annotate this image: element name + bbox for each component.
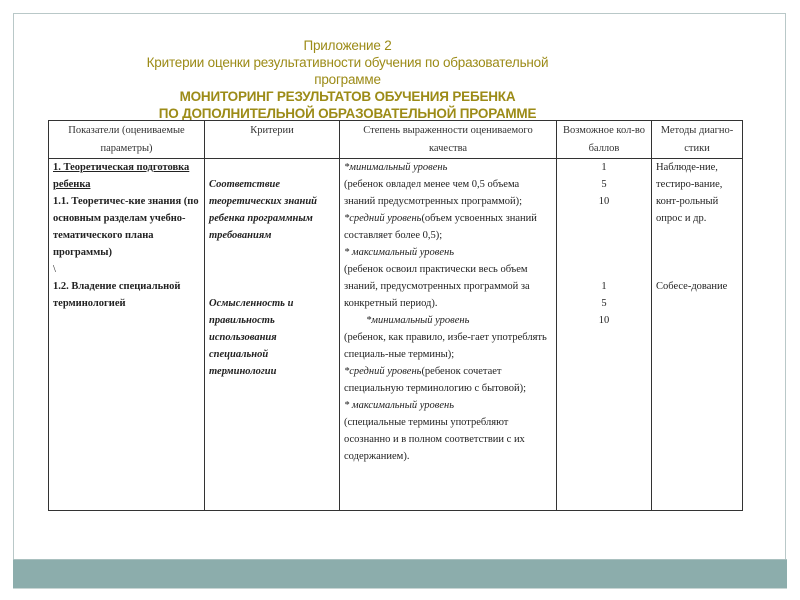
method-1: Наблюде-ние, тестиро-вание, конт-рольный опрос и др.	[656, 162, 723, 224]
level-label: * максимальный уровень	[344, 247, 454, 258]
level-label: *средний уровень	[344, 213, 422, 224]
level-desc: (ребенок освоил практически весь объем знаний, предусмотренных программой за конкретный период).	[344, 264, 530, 309]
score: 5	[601, 179, 607, 190]
title-monitoring: МОНИТОРИНГ РЕЗУЛЬТАТОВ ОБУЧЕНИЯ РЕБЕНКА	[179, 89, 516, 104]
title-criteria: Критерии оценки результативности обучения по образовательной	[146, 55, 549, 70]
method-2: Собесе-дование	[656, 281, 728, 292]
table-row	[49, 159, 743, 511]
indicator-1-1: 1.1. Теоретичес-кие знания (по основным разделам учебно-тематического плана программы)	[53, 196, 199, 258]
header-degree: Степень выраженности оцениваемого качества	[340, 121, 557, 159]
level-label: *средний уровень	[344, 366, 422, 377]
degree-max-2	[344, 397, 552, 465]
degree-mid-1	[344, 210, 552, 244]
cell-criteria	[205, 159, 340, 511]
criterion-2: Осмысленность и правильность использования специальной терминологии	[209, 298, 294, 377]
cell-methods	[652, 159, 743, 511]
level-desc: (ребенок овладел менее чем 0,5 объема знаний предусмотренных программой);	[344, 179, 523, 207]
level-desc: (объем усвоенных знаний составляет более 0,5);	[344, 213, 537, 241]
table-header-row	[49, 121, 743, 159]
level-label: *минимальный уровень	[344, 162, 448, 173]
slide-footer-bar	[13, 559, 787, 589]
level-desc: (ребенок сочетает специальную терминологию с бытовой);	[344, 366, 527, 394]
degree-min-2	[344, 312, 552, 329]
score: 1	[601, 162, 607, 173]
title-additional-program: ПО ДОПОЛНИТЕЛЬНОЙ ОБРАЗОВАТЕЛЬНОЙ ПРОРАММЕ	[158, 106, 537, 121]
criteria-table	[48, 120, 743, 511]
cell-degree	[340, 159, 557, 511]
level-desc: (специальные термины употребляют осознанно и в полном соответствии с их содержанием).	[344, 417, 525, 462]
score: 5	[601, 298, 607, 309]
degree-group-1	[344, 159, 552, 312]
section-title: 1. Теоретическая подготовка ребенка	[53, 162, 190, 190]
header-methods: Методы диагно-стики	[652, 121, 743, 159]
degree-group-2	[344, 312, 552, 465]
indicator-separator: \	[53, 264, 56, 275]
score: 10	[598, 196, 610, 207]
degree-max-1	[344, 244, 552, 312]
criterion-1: Соответствие теоретических знаний ребенка программным требованиям	[209, 179, 317, 241]
level-label: * максимальный уровень	[344, 400, 454, 411]
score: 10	[598, 315, 610, 326]
title-criteria-cont: программе	[314, 72, 381, 87]
document-title	[60, 37, 635, 122]
cell-indicators	[49, 159, 205, 511]
level-label: *минимальный уровень	[366, 315, 470, 326]
indicator-1-2: 1.2. Владение специальной терминологией	[53, 281, 181, 309]
header-criteria: Критерии	[205, 121, 340, 159]
score: 1	[601, 281, 607, 292]
title-appendix: Приложение 2	[303, 38, 392, 53]
degree-min-1	[344, 159, 552, 210]
cell-scores	[557, 159, 652, 511]
degree-mid-2	[344, 363, 552, 397]
header-scores: Возможное кол-во баллов	[557, 121, 652, 159]
degree-min-2-desc: (ребенок, как правило, избе-гает употреблять специаль-ные термины);	[344, 332, 547, 360]
header-indicators: Показатели (оцениваемые параметры)	[49, 121, 205, 159]
